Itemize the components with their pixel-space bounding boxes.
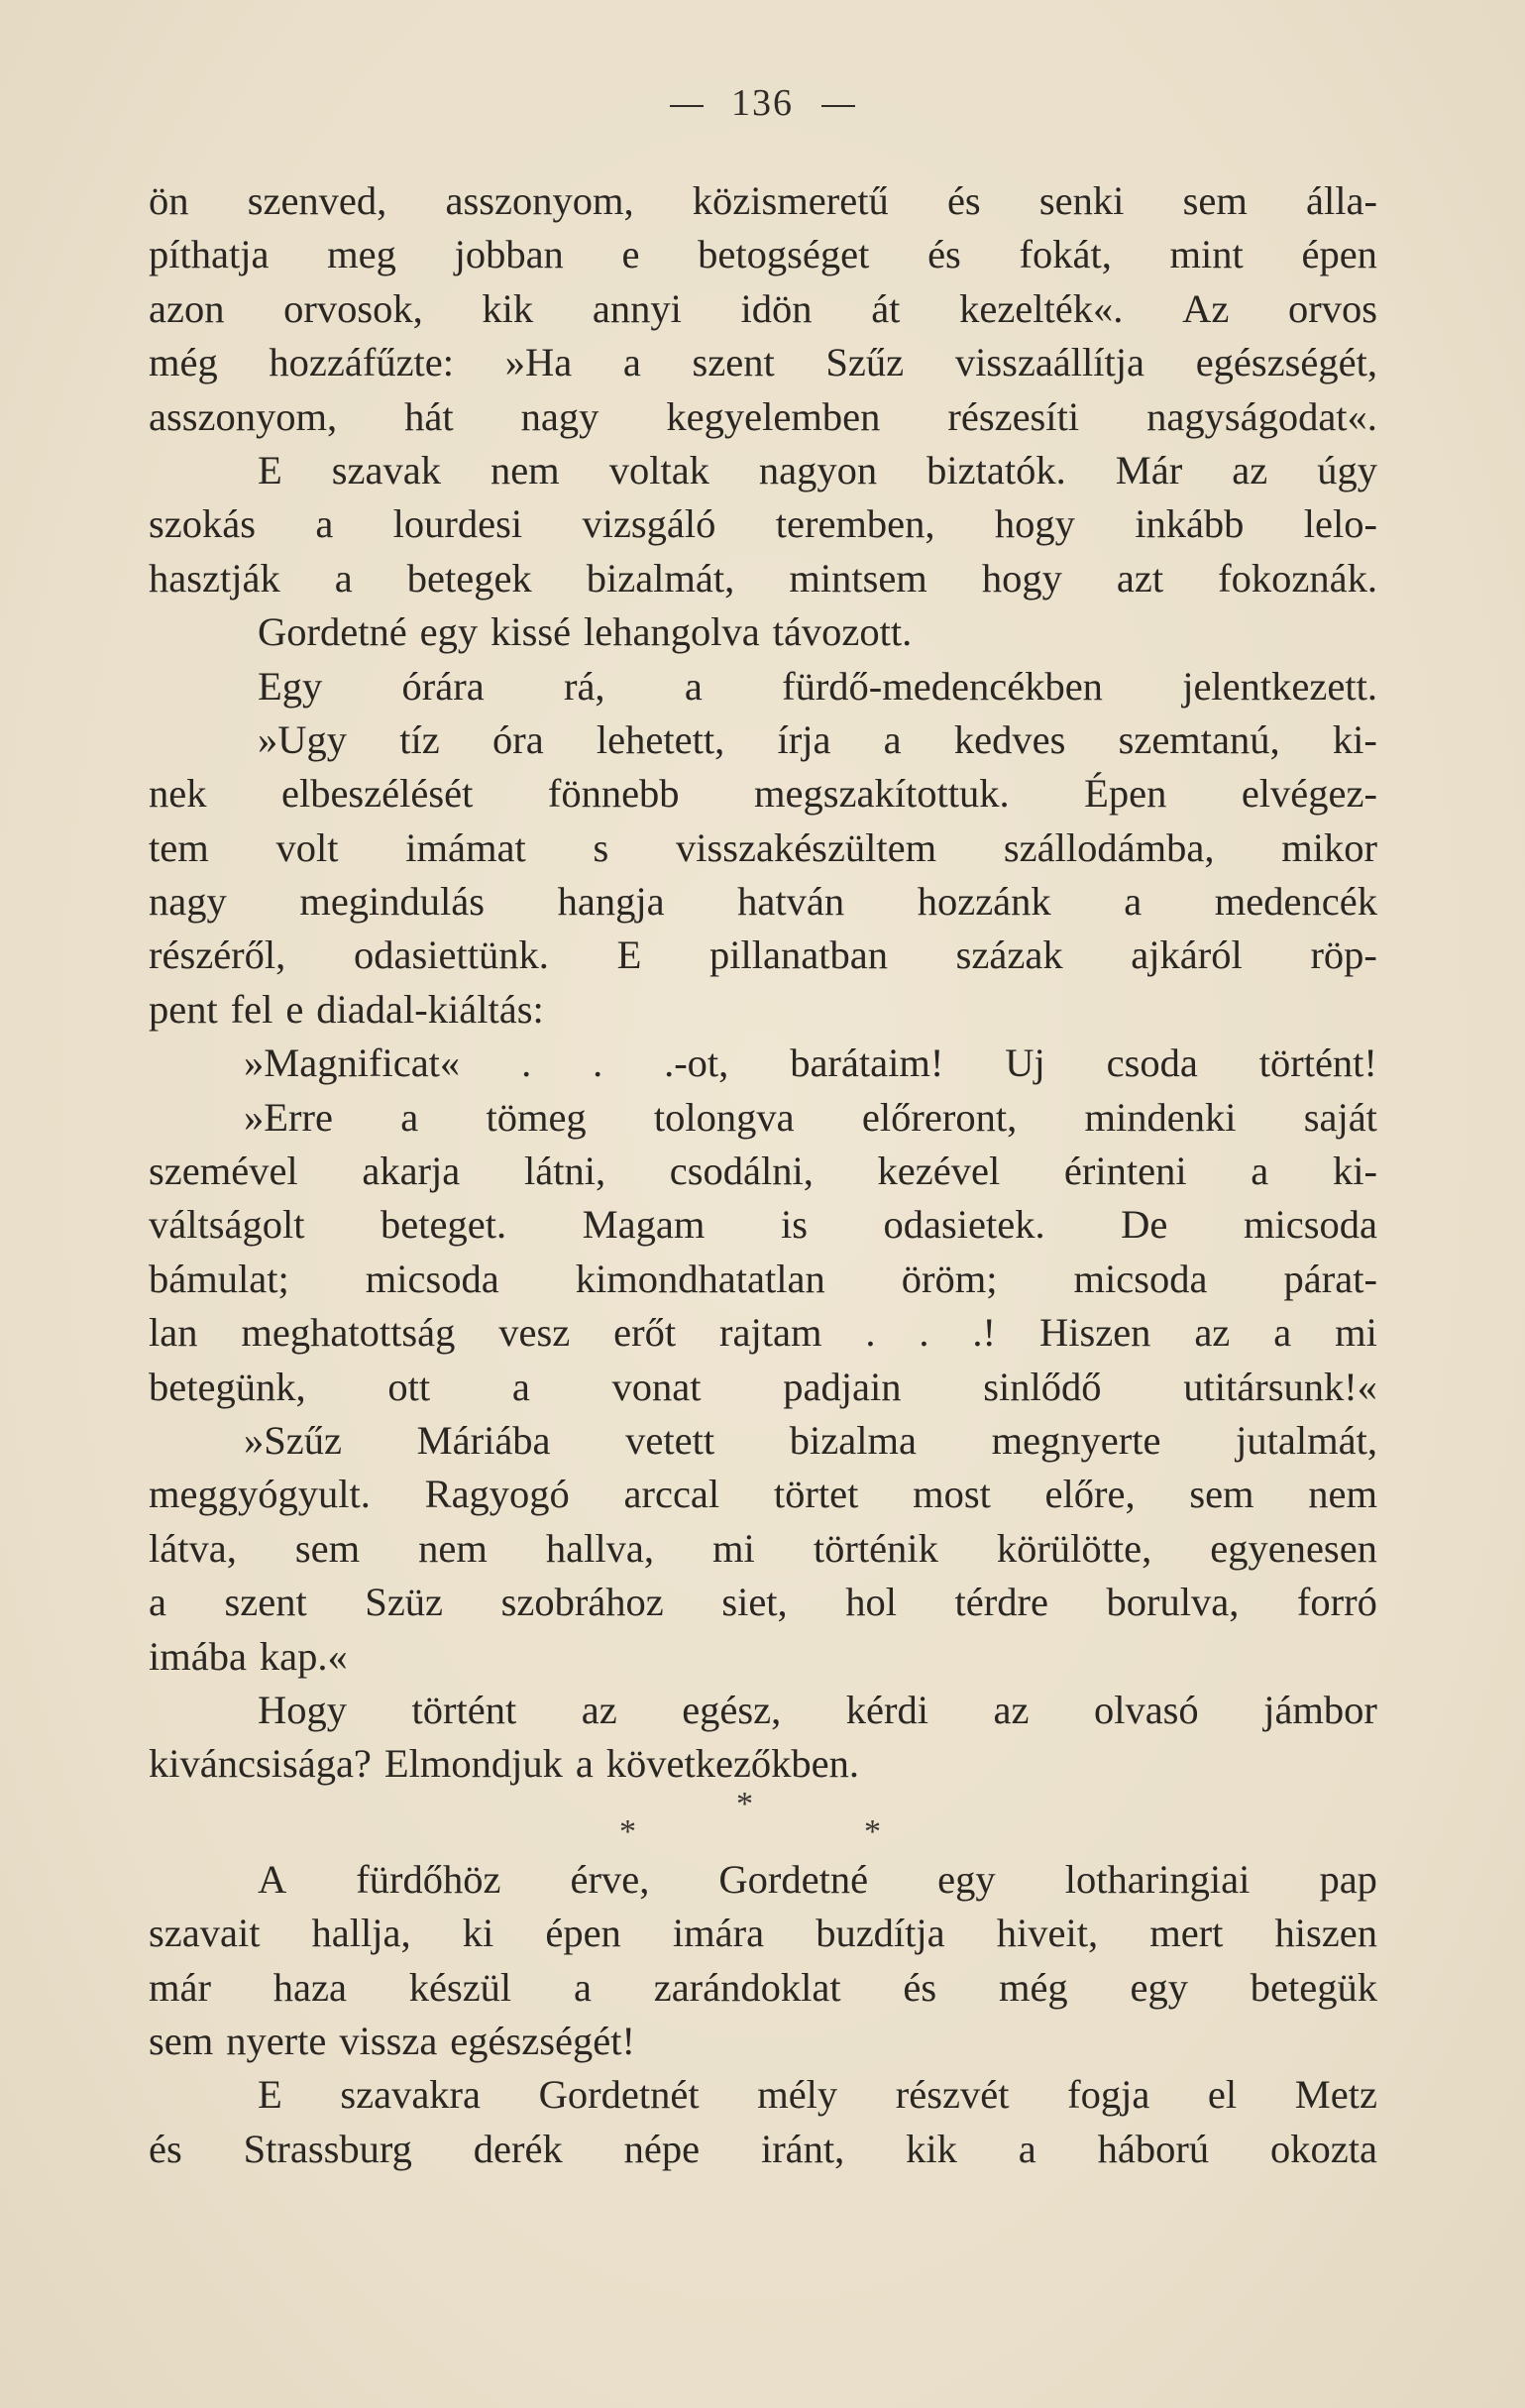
text-line: Hogy történt az egész, kérdi az olvasó jámbor bbox=[258, 1687, 1377, 1732]
text-line: ön szenved, asszonyom, közismeretű és senki sem álla- bbox=[149, 178, 1377, 223]
text-line: asszonyom, hát nagy kegyelemben részesíti nagyságodat«. bbox=[149, 393, 1377, 439]
text-line: betegünk, ott a vonat padjain sinlődő utitársunk!« bbox=[149, 1364, 1377, 1409]
text-line: szemével akarja látni, csodálni, kezével érinteni a ki- bbox=[149, 1149, 1377, 1194]
separator-star-right: * bbox=[864, 1812, 881, 1850]
text-line: még hozzáfűzte: »Ha a szent Szűz visszaállítja egészségét, bbox=[149, 340, 1377, 385]
body-text bbox=[149, 174, 1377, 2176]
text-line: a szent Szüz szobrához siet, hol térdre borulva, forró bbox=[149, 1580, 1377, 1625]
text-line: E szavakra Gordetnét mély részvét fogja el Metz bbox=[258, 2072, 1377, 2118]
text-line: részéről, odasiettünk. E pillanatban százak ajkáról röp- bbox=[149, 932, 1377, 978]
text-block-before-separator bbox=[149, 174, 1377, 1792]
text-line: E szavak nem voltak nagyon biztatók. Már az úgy bbox=[258, 447, 1377, 493]
text-line: tem volt imámat s visszakészültem szállodámba, mikor bbox=[149, 824, 1377, 870]
text-line: Gordetné egy kissé lehangolva távozott. bbox=[258, 609, 913, 655]
text-line: A fürdőhöz érve, Gordetné egy lotharingiai pap bbox=[258, 1856, 1377, 1902]
text-line: »Erre a tömeg tolongva előreront, mindenki saját bbox=[244, 1094, 1377, 1140]
text-block-after-separator bbox=[149, 1853, 1377, 2176]
page-number-header bbox=[0, 81, 1525, 125]
text-line: sem nyerte vissza egészségét! bbox=[149, 2018, 635, 2063]
separator-star-left: * bbox=[619, 1812, 636, 1850]
text-line: pent fel e diadal-kiáltás: bbox=[149, 986, 544, 1032]
text-line: szavait hallja, ki épen imára buzdítja hiveit, mert hiszen bbox=[149, 1911, 1377, 1956]
text-line: meggyógyult. Ragyogó arccal törtet most előre, sem nem bbox=[149, 1472, 1377, 1517]
text-line: imába kap.« bbox=[149, 1633, 348, 1679]
text-line: »Ugy tíz óra lehetett, írja a kedves szemtanú, ki- bbox=[258, 716, 1377, 762]
text-line: látva, sem nem hallva, mi történik körülötte, egyenesen bbox=[149, 1525, 1377, 1571]
text-line: váltságolt beteget. Magam is odasietek. De micsoda bbox=[149, 1202, 1377, 1248]
text-line: hasztják a betegek bizalmát, mintsem hogy azt fokoznák. bbox=[149, 555, 1377, 601]
text-line: lan meghatottság vesz erőt rajtam . . .! Hiszen az a mi bbox=[149, 1310, 1377, 1356]
text-line: »Szűz Máriába vetett bizalma megnyerte jutalmát, bbox=[244, 1417, 1377, 1463]
text-line: és Strassburg derék népe iránt, kik a háború okozta bbox=[149, 2126, 1377, 2171]
text-line: nek elbeszélését fönnebb megszakítottuk. Épen elvégez- bbox=[149, 771, 1377, 817]
text-line: bámulat; micsoda kimondhatatlan öröm; micsoda párat- bbox=[149, 1256, 1377, 1301]
section-separator bbox=[149, 1785, 1377, 1853]
text-line: nagy megindulás hangja hatván hozzánk a medencék bbox=[149, 879, 1377, 925]
right-dash bbox=[821, 105, 855, 107]
text-line: kiváncsisága? Elmondjuk a következőkben. bbox=[149, 1741, 860, 1787]
text-line: szokás a lourdesi vizsgáló teremben, hogy inkább lelo- bbox=[149, 501, 1377, 547]
text-line: Egy órára rá, a fürdő-medencékben jelentkezett. bbox=[258, 663, 1377, 709]
text-line: azon orvosok, kik annyi idön át kezelték«. Az orvos bbox=[149, 285, 1377, 331]
text-line: már haza készül a zarándoklat és még egy betegük bbox=[149, 1964, 1377, 2010]
text-line: »Magnificat« . . .-ot, barátaim! Uj csoda történt! bbox=[244, 1040, 1377, 1086]
separator-star-top: * bbox=[736, 1785, 753, 1822]
page-number: 136 bbox=[731, 82, 794, 124]
text-line: píthatja meg jobban e betogséget és fokát, mint épen bbox=[149, 232, 1377, 277]
left-dash bbox=[670, 105, 704, 107]
